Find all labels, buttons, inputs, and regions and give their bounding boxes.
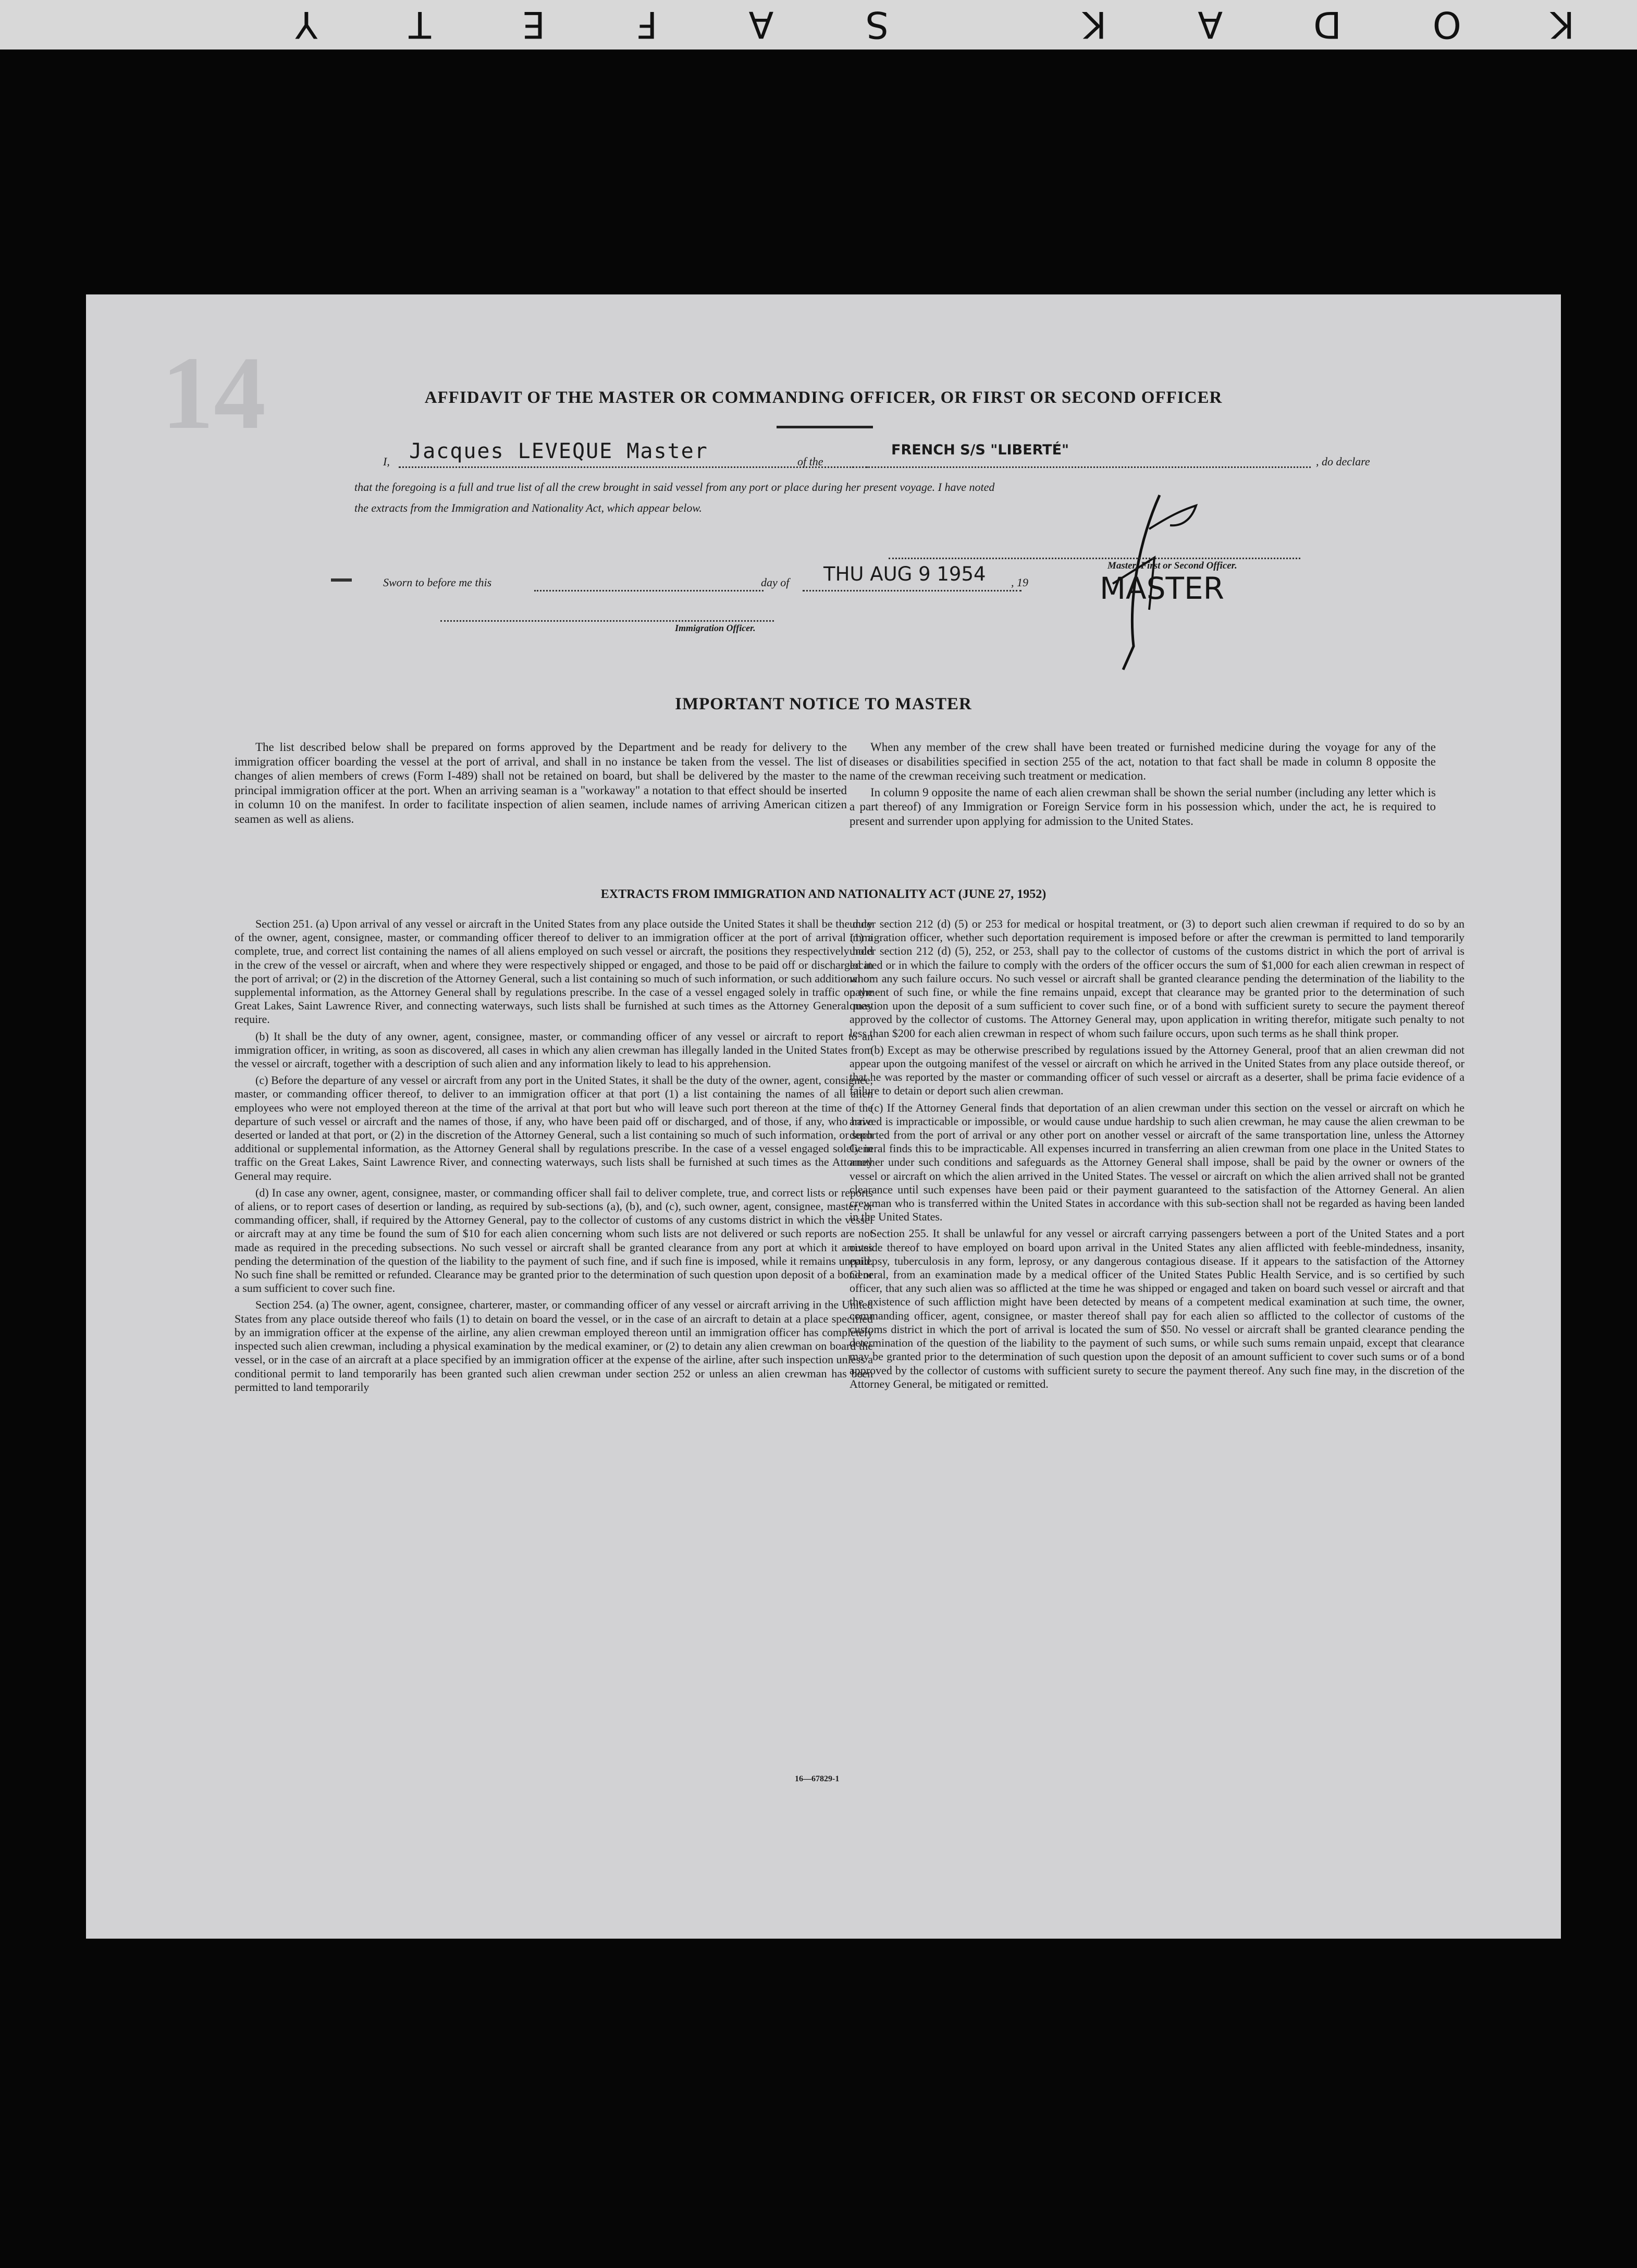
film-edge-strip bbox=[0, 0, 1637, 50]
sworn-label: Sworn to before me this bbox=[383, 576, 492, 589]
master-name: Jacques LEVEQUE Master bbox=[409, 439, 708, 463]
extract-paragraph: (c) If the Attorney General finds that deportation of an alien crewman under this section on the vessel or aircraft on which he arrived is impracticable or impossible, or would cause undue hardship to such alien crewman, he may cause the alien crewman to be deported from the port of arrival or any other port on another vessel or aircraft of the same transportation line, unless the Attorney General finds this to be impracticable. All expenses incurred in transferring an alien crewman from one place in the United States to another under such conditions and safeguards as the Attorney General shall impose, shall be paid by the owner or owners of the vessel or aircraft on which the alien arrived in the United States. The vessel or aircraft on which the alien arrived shall not be granted clearance until such expenses have been paid or their payment guaranteed to the satisfaction of the Attorney General. An alien crewman who is transferred within the United States in accordance with this sub-section shall not be regarded as having been landed in the United States. bbox=[850, 1101, 1464, 1224]
extract-paragraph: (b) It shall be the duty of any owner, agent, consignee, master, or commanding officer of any vessel or aircraft to report to an immigration officer, in writing, as soon as discovered, all cases in which any alien crewman has illegally landed in the United States from the vessel or aircraft, together with a description of such alien and any information likely to lead to his apprehension. bbox=[235, 1029, 873, 1070]
extract-paragraph: (d) In case any owner, agent, consignee, master, or commanding officer shall fail to deliver complete, true, and correct lists or reports of aliens, or to report cases of desertion or landing, as required by sub-sections (a), (b), and (c), such owner, agent, consignee, master, or commanding officer, shall, if required by the Attorney General, pay to the collector of customs of any customs district in which the vessel or aircraft may at any time be found the sum of $10 for each alien concerning whom such lists are not delivered or such reports are not made as required in the preceding subsections. No such vessel or aircraft shall be granted clearance from any port at which it arrives pending the determination of the question of the liability to the payment of such fine, and if such fine is imposed, while it remains unpaid. No such fine shall be remitted or refunded. Clearance may be granted prior to the determination of such question upon deposit of a bond or a sum sufficient to cover such fine. bbox=[235, 1186, 873, 1295]
extract-paragraph: Section 254. (a) The owner, agent, consignee, charterer, master, or commanding officer of any vessel or aircraft arriving in the United States from any place outside thereof who fails (1) to detain on board the vessel, or in the case of an aircraft to detain at a place specified by an immigration officer at the expense of the airline, any alien crewman employed thereon until an immigration officer has completely inspected such alien crewman, including a physical examination by the medical examiner, or (2) to detain any alien crewman on board the vessel, or in the case of an aircraft at a place specified by an immigration officer at the expense of the airline, after such inspection unless a conditional permit to land temporarily has been granted such alien crewman under section 252 or unless an alien crewman has been permitted to land temporarily bbox=[235, 1298, 873, 1394]
master-stamp: MASTER bbox=[1100, 571, 1224, 606]
extracts-title: EXTRACTS FROM IMMIGRATION AND NATIONALITY ACT (JUNE 27, 1952) bbox=[600, 888, 1047, 901]
officer-signature-line bbox=[440, 620, 774, 622]
master-signature-line bbox=[889, 558, 1300, 559]
of-the-label: of the bbox=[797, 455, 823, 468]
extract-paragraph: (b) Except as may be otherwise prescribed by regulations issued by the Attorney General, proof that an alien crewman did not appear upon the outgoing manifest of the vessel or aircraft on which he arrived in the United States from any place outside thereof, or that he was reported by the master or commanding officer of such vessel or aircraft as a deserter, shall be prima facie evidence of a failure to detain or deport such alien crewman. bbox=[850, 1043, 1464, 1098]
day-of-label: day of bbox=[761, 576, 790, 589]
extracts-right-column bbox=[850, 917, 1464, 1394]
vessel-name: FRENCH S/S "LIBERTÉ" bbox=[891, 442, 1069, 458]
affidavit-title: AFFIDAVIT OF THE MASTER OR COMMANDING OFFICER, OR FIRST OR SECOND OFFICER bbox=[424, 388, 1223, 407]
form-code: 16—67829-1 bbox=[795, 1774, 840, 1783]
title-rule bbox=[777, 426, 873, 428]
notice-right-paragraph: When any member of the crew shall have been treated or furnished medicine during the voyage for any of the diseases or disabilities specified in section 255 of the act, notation to that fact shall be made in column 8 opposite the name of the crewman receiving such treatment or medication. bbox=[850, 741, 1436, 782]
extract-paragraph: under section 212 (d) (5) or 253 for medical or hospital treatment, or (3) to deport such alien crewman if required to do so by an immigration officer, whether such deportation requirement is imposed before or after the crewman is permitted to land temporarily under section 212 (d) (5), 252, or 253, shall pay to the collector of customs of the customs district in which the port of arrival is located or in which the failure to comply with the orders of the officer occurs the sum of $1,000 for each alien crewman in respect of whom any such failure occurs. No such vessel or aircraft shall be granted clearance pending the determination of the liability to the payment of such fine, or while the fine remains unpaid, except that clearance may be granted prior to the determination of such question upon the deposit of a sum sufficient to cover such fine, or of a bond with sufficient surety to secure the payment thereof approved by the collector of customs. The Attorney General may, upon application in writing therefor, mitigate such penalty to not less than $200 for each alien crewman in respect of whom such failure occurs, upon such terms as he shall think proper. bbox=[850, 917, 1464, 1040]
sworn-day-line bbox=[534, 590, 764, 591]
sworn-date-line bbox=[803, 590, 1021, 591]
bleed-through-mark: 14 bbox=[162, 336, 266, 451]
affidavit-i-label: I, bbox=[383, 455, 390, 468]
year-suffix: , 19 bbox=[1011, 576, 1028, 589]
extract-paragraph: Section 251. (a) Upon arrival of any vessel or aircraft in the United States from any place outside the United States it shall be the duty of the owner, agent, consignee, master, or commanding officer thereof to deliver to an immigration officer at the port of arrival (1) a complete, true, and correct list containing the names of all aliens employed on such vessel or aircraft, the positions they respectively hold in the crew of the vessel or aircraft, when and where they were respectively shipped or engaged, and those to be paid off or discharged in the port of arrival; or (2) in the discretion of the Attorney General, such a list containing so much of such information, or such additional or supplemental information, as the Attorney General shall by regulations prescribe. In the case of a vessel engaged solely in traffic on the Great Lakes, Saint Lawrence River, and connecting waterways, such lists shall be furnished at such times as the Attorney General may require. bbox=[235, 917, 873, 1026]
notice-right-paragraph: In column 9 opposite the name of each alien crewman shall be shown the serial number (including any letter which is a part thereof) of any Immigration or Foreign Service form in his possession which, under the act, he is required to present and surrender upon applying for admission to the United States. bbox=[850, 785, 1436, 828]
affidavit-statement-1: that the foregoing is a full and true list of all the crew brought in said vessel from any port or place during her present voyage. I have noted bbox=[354, 480, 995, 494]
vessel-line bbox=[852, 466, 1311, 468]
notice-right-text bbox=[850, 740, 1436, 830]
affidavit-statement-2: the extracts from the Immigration and Nationality Act, which appear below. bbox=[354, 501, 702, 514]
notice-left-text bbox=[235, 740, 847, 828]
film-edge-text: KODAK SAFETY bbox=[204, 3, 1574, 46]
extracts-left-column bbox=[235, 917, 873, 1397]
date-stamp: THU AUG 9 1954 bbox=[823, 563, 986, 585]
document-page bbox=[86, 294, 1561, 1939]
master-caption: Master, First or Second Officer. bbox=[1107, 560, 1237, 571]
officer-caption: Immigration Officer. bbox=[675, 623, 756, 633]
notice-left-paragraph: The list described below shall be prepared on forms approved by the Department and be ready for delivery to the immigration officer boarding the vessel at the port of arrival, and shall in no instance be taken from the vessel. The list of changes of alien members of crews (Form I-489) shall not be retained on board, but shall be delivered by the master to the principal immigration officer at the port. When an arriving seaman is a "workaway" a notation to that effect should be inserted in column 10 on the manifest. In order to facilitate inspection of alien seamen, include names of arriving American citizen seamen as well as aliens. bbox=[235, 741, 847, 825]
margin-mark bbox=[331, 578, 352, 582]
notice-title: IMPORTANT NOTICE TO MASTER bbox=[675, 695, 972, 713]
do-declare-label: , do declare bbox=[1316, 455, 1370, 468]
extract-paragraph: Section 255. It shall be unlawful for any vessel or aircraft carrying passengers between a port of the United States and a port outside thereof to have employed on board upon arrival in the United States any alien afflicted with feeble-mindedness, insanity, epilepsy, tuberculosis in any form, leprosy, or any dangerous contagious disease. If it appears to the satisfaction of the Attorney General, from an examination made by a medical officer of the United States Public Health Service, and is so certified by such officer, that any such alien was so afflicted at the time he was shipped or engaged and taken on board such vessel or aircraft and that the existence of such affliction might have been detected by means of a competent medical examination at such time, the owner, commanding officer, agent, consignee, or master thereof shall pay for each alien so afflicted to the collector of customs of the customs district in which the port of arrival is located the sum of $50. No vessel or aircraft shall be granted clearance pending the determination of the question of the liability to the payment of such sums, or while such sums remain unpaid, except that clearance may be granted prior to the determination of such question upon the deposit of an amount sufficient to cover such sums or of a bond approved by the collector of customs with sufficient surety to secure the payment thereof. Any such fine may, in the discretion of the Attorney General, be mitigated or remitted. bbox=[850, 1227, 1464, 1390]
extract-paragraph: (c) Before the departure of any vessel or aircraft from any port in the United States, it shall be the duty of the owner, agent, consignee, master, or commanding officer thereof, to deliver to an immigration officer at that port (1) a list containing the names of all alien employees who were not employed thereon at the time of the arrival at that port but who will leave such port thereon at the time of the departure of such vessel or aircraft and the names of those, if any, who have been paid off or discharged, and of those, if any, who have deserted or landed at that port, or (2) in the discretion of the Attorney General, such a list containing so much of such information, or such additional or supplemental information, as the Attorney General shall by regulations prescribe. In the case of a vessel engaged solely in traffic on the Great Lakes, Saint Lawrence River, and connecting waterways, such lists shall be furnished at such times as the Attorney General may require. bbox=[235, 1074, 873, 1182]
